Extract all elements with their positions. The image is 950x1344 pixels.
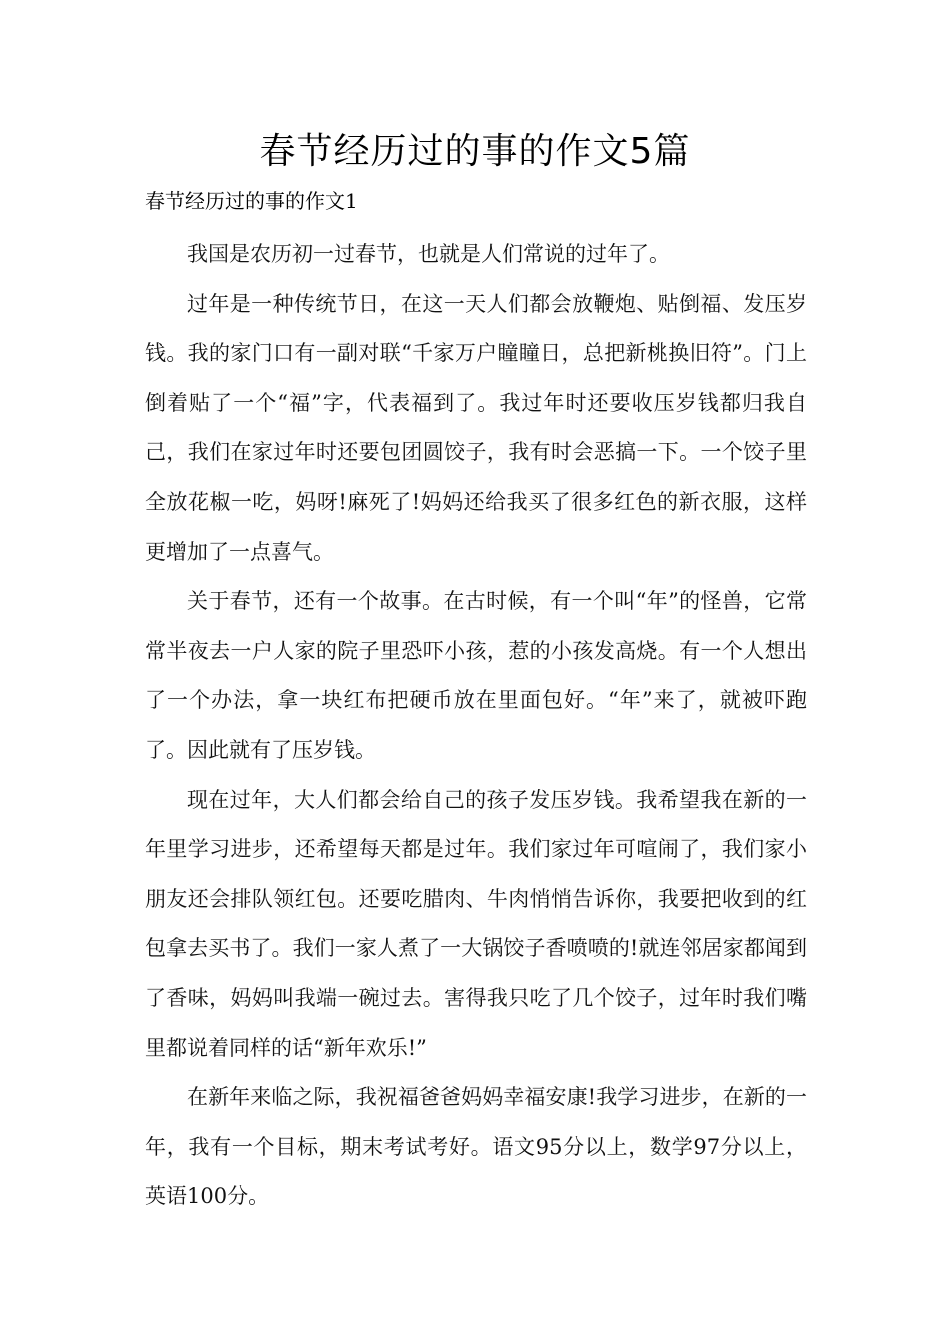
paragraph-4: 现在过年，大人们都会给自己的孩子发压岁钱。我希望我在新的一年里学习进步，还希望每天都是过年。我们家过年可喧闹了，我们家小朋友还会排队领红包。还要吃腊肉、牛肉悄悄告诉你，我要把收到的红包拿去买书了。我们一家人煮了一大锅饺子香喷喷的!就连邻居家都闻到了香味，妈妈叫我端一碗过去。害得我只吃了几个饺子，过年时我们嘴里都说着同样的话“新年欢乐!” — [145, 787, 807, 1060]
paragraph-1: 我国是农历初一过春节，也就是人们常说的过年了。 — [187, 242, 670, 266]
document-title: 春节经历过的事的作文5篇 — [259, 131, 691, 172]
paragraph-5: 在新年来临之际，我祝福爸爸妈妈幸福安康!我学习进步，在新的一年，我有一个目标，期末考试考好。语文95分以上，数学97分以上，英语100分。 — [145, 1085, 807, 1209]
paragraph-3: 关于春节，还有一个故事。在古时候，有一个叫“年”的怪兽，它常常半夜去一户人家的院子里恐吓小孩，惹的小孩发高烧。有一个人想出了一个办法，拿一块红布把硬币放在里面包好。“年”来了，就被吓跑了。因此就有了压岁钱。 — [145, 589, 807, 762]
essay-body — [145, 230, 807, 1222]
section-heading: 春节经历过的事的作文1 — [145, 189, 358, 213]
paragraph-2: 过年是一种传统节日，在这一天人们都会放鞭炮、贴倒福、发压岁钱。我的家门口有一副对联“千家万户瞳瞳日，总把新桃换旧符”。门上倒着贴了一个“福”字，代表福到了。我过年时还要收压岁钱都归我自己，我们在家过年时还要包团圆饺子，我有时会恶搞一下。一个饺子里全放花椒一吃，妈呀!麻死了!妈妈还给我买了很多红色的新衣服，这样更增加了一点喜气。 — [145, 291, 807, 564]
